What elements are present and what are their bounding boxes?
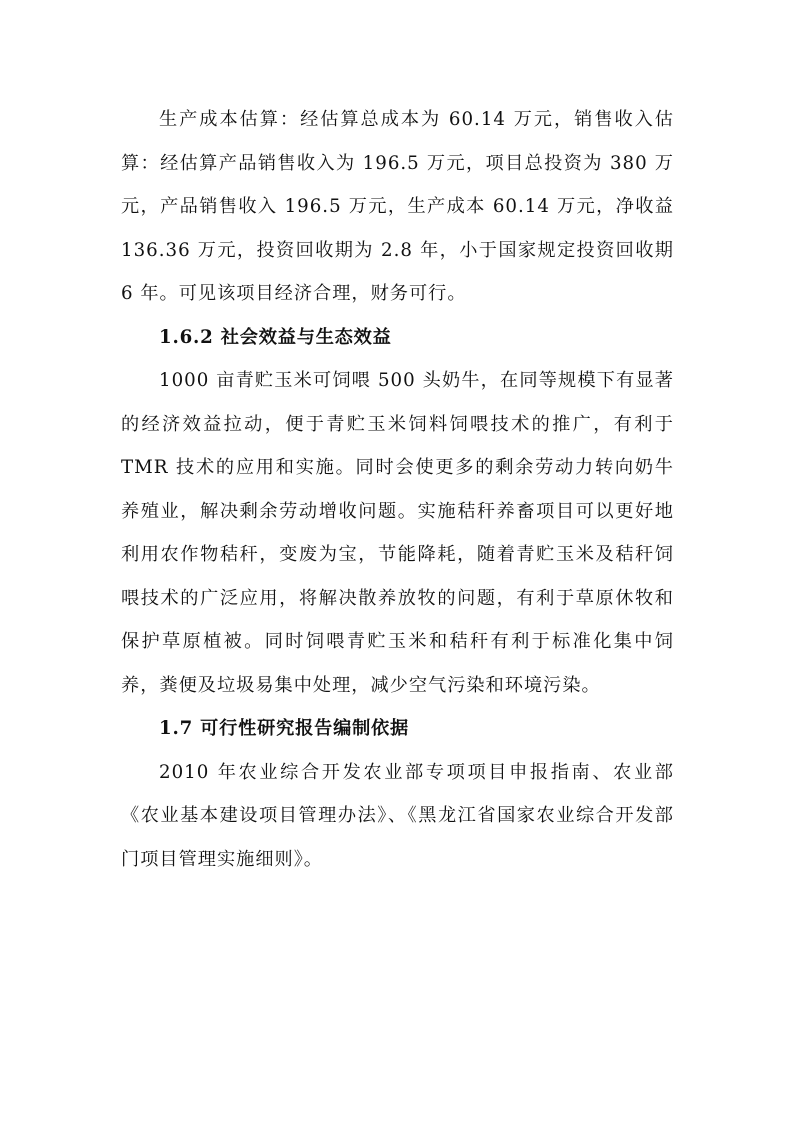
section-heading-social-ecological-benefits: 1.6.2 社会效益与生态效益 <box>159 326 392 348</box>
social-benefits-paragraph: 1000 亩青贮玉米可饲喂 500 头奶牛，在同等规模下有显著的经济效益拉动，便于青贮玉米饲料饲喂技术的推广，有利于 TMR 技术的应用和实施。同时会使更多的剩余劳动力转向奶牛养殖业，解决剩余劳动增收问题。实施秸秆养畜项目可以更好地利用农作物秸秆，变废为宝，节能降耗，随着青贮玉米及秸秆饲喂技术的广泛应用，将解决散养放牧的问题，有利于草原休牧和保护草原植被。同时饲喂青贮玉米和秸秆有利于标准化集中饲养，粪便及垃圾易集中处理，减少空气污染和环境污染。 <box>121 370 674 696</box>
report-basis-paragraph: 2010 年农业综合开发农业部专项项目申报指南、农业部《农业基本建设项目管理办法》、《黑龙江省国家农业综合开发部门项目管理实施细则》。 <box>121 761 674 870</box>
document-body <box>121 98 674 881</box>
cost-estimate-paragraph: 生产成本估算：经估算总成本为 60.14 万元，销售收入估算：经估算产品销售收入为 196.5 万元，项目总投资为 380 万元，产品销售收入 196.5 万元，生产成本 60.14 万元，净收益 136.36 万元，投资回收期为 2.8 年，小于国家规定投资回收期 6 年。可见该项目经济合理，财务可行。 <box>121 109 674 304</box>
section-heading-report-basis: 1.7 可行性研究报告编制依据 <box>159 718 410 739</box>
